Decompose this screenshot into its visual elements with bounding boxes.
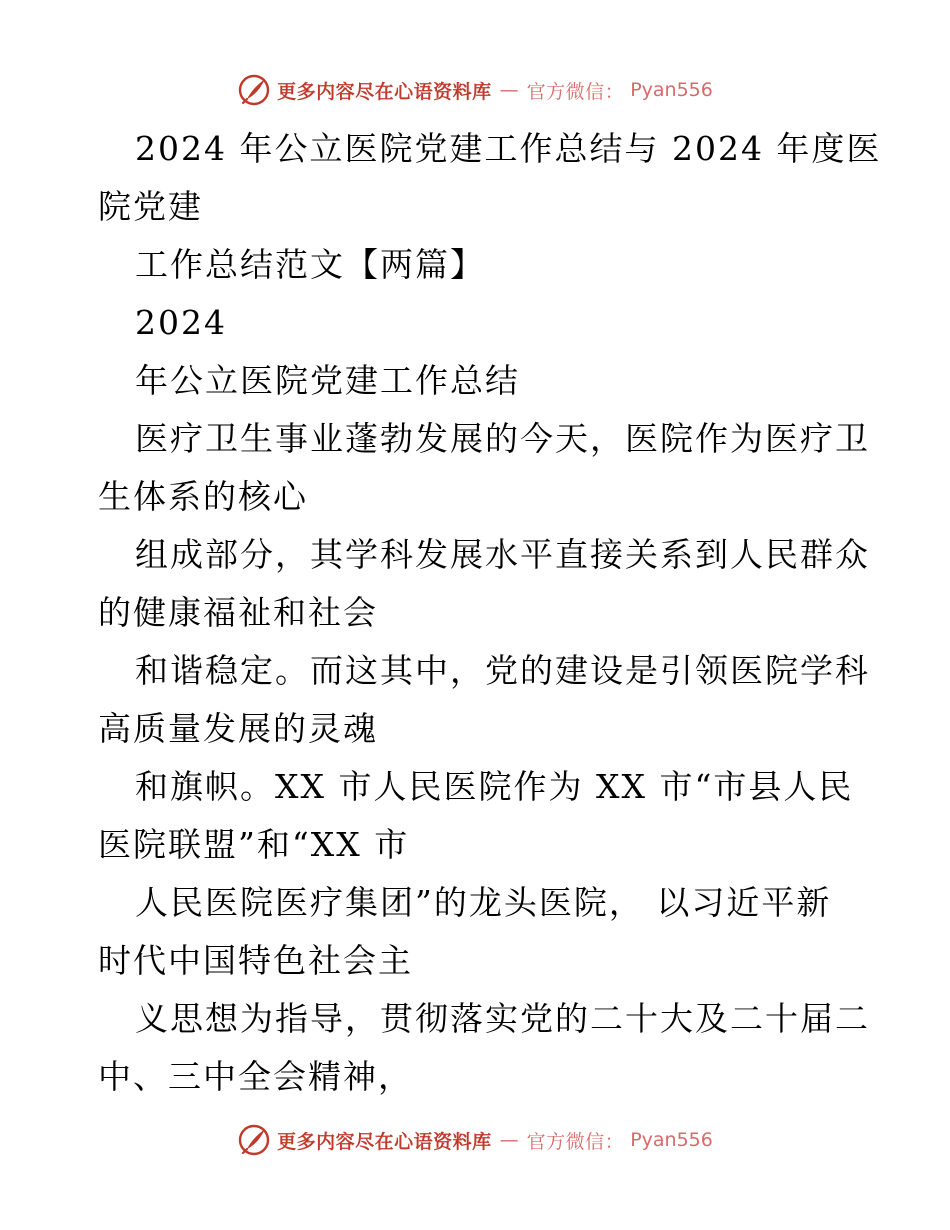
body-line: 的健康福祉和社会 — [98, 593, 378, 632]
watermark-dash: — — [499, 1129, 519, 1151]
feather-logo-icon — [237, 1123, 271, 1157]
body-line: 生体系的核心 — [98, 477, 308, 516]
watermark-handle: Pyan556 — [630, 79, 713, 101]
header-watermark — [0, 70, 950, 110]
watermark-brand-text: 更多内容尽在心语资料库 — [277, 80, 492, 103]
watermark-brand-text: 更多内容尽在心语资料库 — [277, 1130, 492, 1153]
watermark-handle: Pyan556 — [630, 1129, 713, 1151]
title-line-2: 院党建 — [98, 187, 203, 226]
body-line: 和谐稳定。而这其中，党的建设是引领医院学科 — [135, 651, 870, 690]
section-heading: 年公立医院党建工作总结 — [135, 361, 520, 400]
body-line: 医疗卫生事业蓬勃发展的今天，医院作为医疗卫 — [135, 419, 870, 458]
body-line: 高质量发展的灵魂 — [98, 709, 378, 748]
watermark-dash: — — [499, 79, 519, 101]
watermark-suffix-text: 官方微信： — [526, 80, 625, 103]
body-line: 组成部分，其学科发展水平直接关系到人民群众 — [135, 535, 870, 574]
body-line: 时代中国特色社会主 — [98, 941, 413, 980]
section-year: 2024 — [135, 303, 227, 342]
title-line-1: 2024 年公立医院党建工作总结与 2024 年度医 — [135, 129, 882, 168]
title-line-3: 工作总结范文【两篇】 — [135, 245, 485, 284]
document-body — [98, 120, 882, 1106]
body-line: 中、三中全会精神， — [98, 1057, 413, 1096]
feather-logo-icon — [237, 73, 271, 107]
body-line: 医院联盟”和“XX 市 — [98, 825, 410, 864]
body-line: 义思想为指导，贯彻落实党的二十大及二十届二 — [135, 999, 870, 1038]
body-line: 和旗帜。XX 市人民医院作为 XX 市“市县人民 — [135, 767, 854, 806]
footer-watermark — [0, 1120, 950, 1160]
watermark-suffix-text: 官方微信： — [526, 1130, 625, 1153]
body-line: 人民医院医疗集团”的龙头医院， 以习近平新 — [135, 883, 832, 922]
